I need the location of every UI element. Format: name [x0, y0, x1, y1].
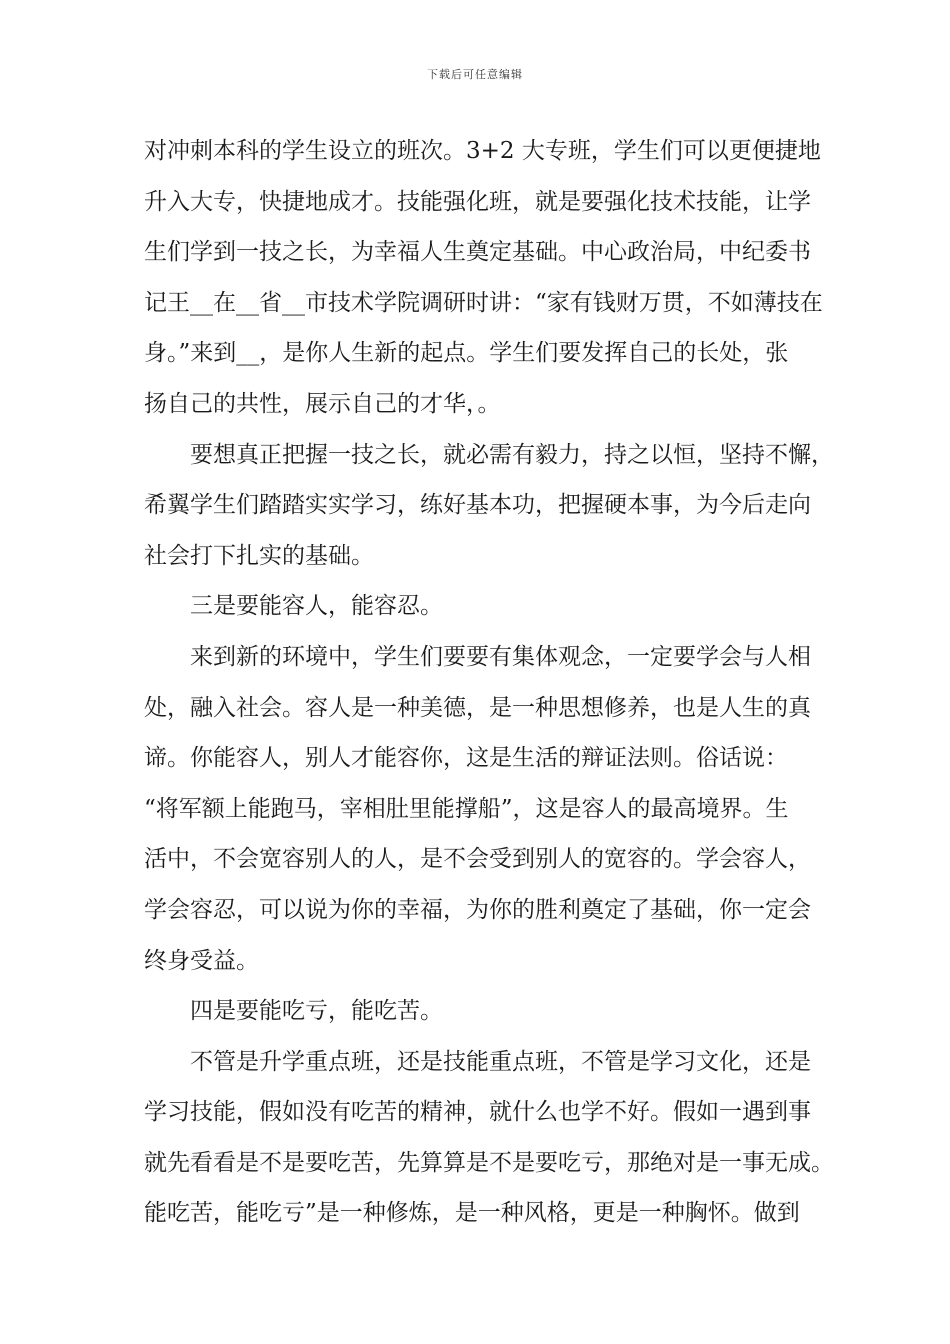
page-header: 下载后可任意编辑 [427, 68, 523, 81]
text-line: 四是要能吃亏，能吃苦。 [190, 998, 443, 1025]
text-line: 能吃苦，能吃亏”是一种修炼，是一种风格，更是一种胸怀。做到 [144, 1200, 800, 1227]
text-line: 学习技能，假如没有吃苦的精神，就什么也学不好。假如一遇到事 [144, 1099, 811, 1126]
text-line: 谛。你能容人，别人才能容你，这是生活的辩证法则。俗话说： [144, 745, 788, 772]
text-line: 终身受益。 [144, 947, 259, 974]
text-line: 扬自己的共性，展示自己的才华，。 [144, 390, 501, 417]
text-line: 来到新的环境中，学生们要要有集体观念，一定要学会与人相 [190, 643, 811, 670]
text-line: 活中，不会宽容别人的人，是不会受到别人的宽容的。学会容人， [144, 846, 811, 873]
text-line: 三是要能容人，能容忍。 [190, 593, 443, 620]
text-line: 就先看看是不是要吃苦，先算算是不是要吃亏，那绝对是一事无成。 [144, 1149, 834, 1176]
text-line: 记王__在__省__市技术学院调研时讲：“家有钱财万贯，不如薄技在 [144, 289, 823, 316]
text-line: 处，融入社会。容人是一种美德，是一种思想修养，也是人生的真 [144, 694, 811, 721]
document-body [144, 126, 834, 1239]
text-line: 学会容忍，可以说为你的幸福，为你的胜利奠定了基础，你一定会 [144, 896, 811, 923]
text-line: 社会打下扎实的基础。 [144, 542, 374, 569]
text-line: 对冲刺本科的学生设立的班次。3+2 大专班，学生们可以更便捷地 [144, 138, 821, 164]
text-line: 希翼学生们踏踏实实学习，练好基本功，把握硬本事，为今后走向 [144, 492, 811, 519]
text-line: 生们学到一技之长，为幸福人生奠定基础。中心政治局，中纪委书 [144, 239, 811, 266]
text-line: 身。”来到__，是你人生新的起点。学生们要发挥自己的长处，张 [144, 340, 789, 367]
text-line: 不管是升学重点班，还是技能重点班，不管是学习文化，还是 [190, 1048, 811, 1075]
text-line: 升入大专，快捷地成才。技能强化班，就是要强化技术技能，让学 [144, 188, 811, 215]
text-line: 要想真正把握一技之长，就必需有毅力，持之以恒，坚持不懈， [190, 441, 834, 468]
text-line: “将军额上能跑马，宰相肚里能撑船”，这是容人的最高境界。生 [144, 795, 789, 822]
